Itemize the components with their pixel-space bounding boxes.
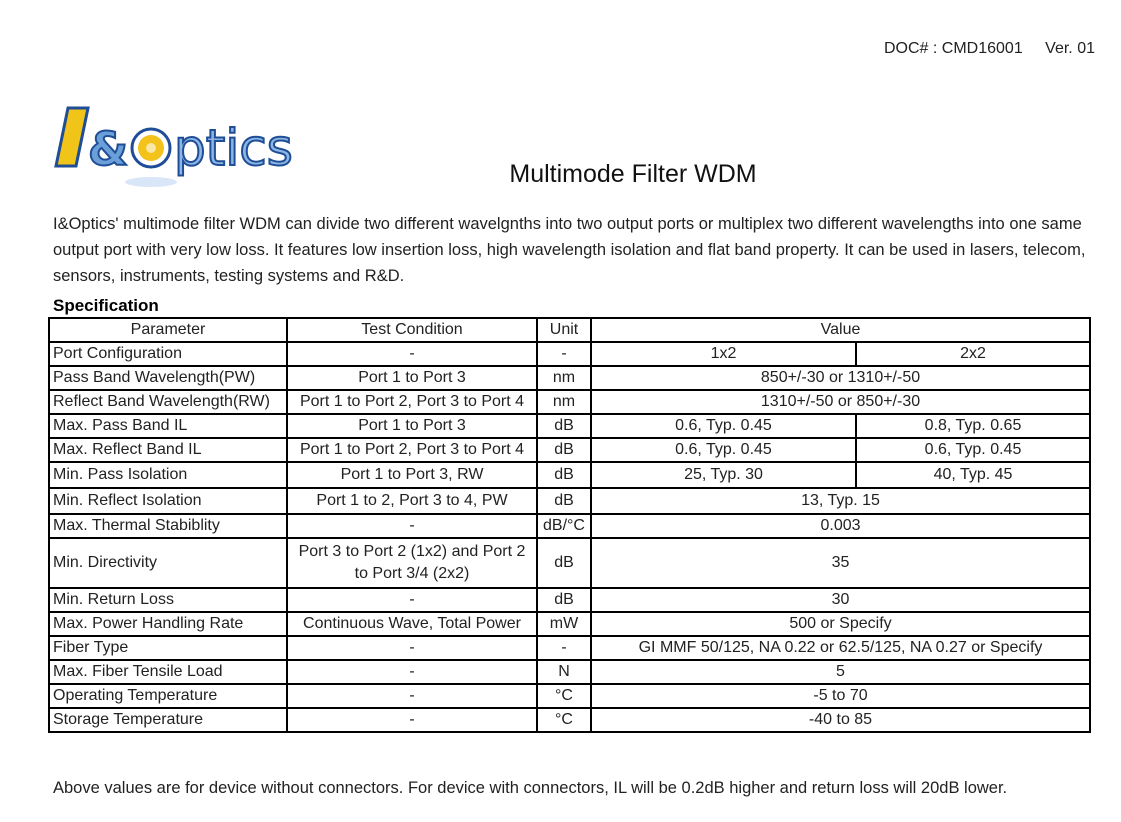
- unit-cell: -: [537, 342, 591, 366]
- value-cell: 30: [591, 588, 1090, 612]
- table-header-row: [49, 318, 1090, 342]
- condition-cell: -: [287, 342, 537, 366]
- param-cell: Fiber Type: [49, 636, 287, 660]
- condition-cell: Port 3 to Port 2 (1x2) and Port 2 to Port 3/4 (2x2): [287, 538, 537, 588]
- param-cell: Max. Thermal Stabiblity: [49, 514, 287, 538]
- value-cell-2x2: 0.8, Typ. 0.65: [856, 414, 1090, 438]
- table-row: [49, 708, 1090, 732]
- document-reference: [884, 40, 1095, 58]
- unit-cell: dB: [537, 488, 591, 514]
- condition-cell: Port 1 to Port 3: [287, 366, 537, 390]
- intro-paragraph: I&Optics' multimode filter WDM can divide two different wavelgnths into two output ports or multiplex two different wavelengths into one same output port with very low loss. It features low insertion loss, high wavelength isolation and flat band property. It can be used in lasers, telecom, sensors, instruments, testing systems and R&D.: [53, 215, 1086, 285]
- specification-table: [48, 317, 1091, 733]
- unit-cell: dB: [537, 588, 591, 612]
- value-cell-1x2: 25, Typ. 30: [591, 462, 856, 488]
- param-cell: Min. Reflect Isolation: [49, 488, 287, 514]
- unit-cell: -: [537, 636, 591, 660]
- table-row: [49, 390, 1090, 414]
- param-cell: Max. Reflect Band IL: [49, 438, 287, 462]
- svg-text:&: &: [88, 122, 129, 176]
- param-cell: Storage Temperature: [49, 708, 287, 732]
- doc-number: DOC# : CMD16001: [884, 40, 1023, 57]
- condition-cell: -: [287, 514, 537, 538]
- condition-cell: Continuous Wave, Total Power: [287, 612, 537, 636]
- table-row: [49, 538, 1090, 588]
- param-cell: Max. Power Handling Rate: [49, 612, 287, 636]
- condition-cell: -: [287, 708, 537, 732]
- value-cell-1x2: 0.6, Typ. 0.45: [591, 438, 856, 462]
- condition-cell: -: [287, 636, 537, 660]
- value-cell-2x2: 0.6, Typ. 0.45: [856, 438, 1090, 462]
- unit-cell: °C: [537, 708, 591, 732]
- condition-cell: Port 1 to 2, Port 3 to 4, PW: [287, 488, 537, 514]
- doc-version: Ver. 01: [1045, 40, 1095, 57]
- unit-cell: N: [537, 660, 591, 684]
- svg-text:ptics: ptics: [174, 119, 293, 177]
- param-cell: Pass Band Wavelength(PW): [49, 366, 287, 390]
- condition-cell: Port 1 to Port 2, Port 3 to Port 4: [287, 390, 537, 414]
- unit-cell: dB/°C: [537, 514, 591, 538]
- condition-cell: -: [287, 588, 537, 612]
- header-parameter: Parameter: [49, 318, 287, 342]
- condition-cell: Port 1 to Port 3, RW: [287, 462, 537, 488]
- param-cell: Min. Return Loss: [49, 588, 287, 612]
- param-cell: Min. Pass Isolation: [49, 462, 287, 488]
- condition-cell: Port 1 to Port 2, Port 3 to Port 4: [287, 438, 537, 462]
- condition-cell: -: [287, 660, 537, 684]
- unit-cell: nm: [537, 390, 591, 414]
- logo-slash: [56, 108, 88, 166]
- table-row: [49, 342, 1090, 366]
- value-cell-1x2: 0.6, Typ. 0.45: [591, 414, 856, 438]
- table-row: [49, 636, 1090, 660]
- param-cell: Max. Fiber Tensile Load: [49, 660, 287, 684]
- table-row: [49, 660, 1090, 684]
- value-cell-1x2: 1x2: [591, 342, 856, 366]
- param-cell: Reflect Band Wavelength(RW): [49, 390, 287, 414]
- param-cell: Operating Temperature: [49, 684, 287, 708]
- value-cell: 1310+/-50 or 850+/-30: [591, 390, 1090, 414]
- table-row: [49, 514, 1090, 538]
- value-cell: 35: [591, 538, 1090, 588]
- unit-cell: dB: [537, 538, 591, 588]
- unit-cell: mW: [537, 612, 591, 636]
- condition-cell: Port 1 to Port 3: [287, 414, 537, 438]
- value-cell-2x2: 40, Typ. 45: [856, 462, 1090, 488]
- value-cell: -5 to 70: [591, 684, 1090, 708]
- param-cell: Port Configuration: [49, 342, 287, 366]
- header-value: Value: [591, 318, 1090, 342]
- value-cell-2x2: 2x2: [856, 342, 1090, 366]
- table-row: [49, 414, 1090, 438]
- unit-cell: °C: [537, 684, 591, 708]
- value-cell: 850+/-30 or 1310+/-50: [591, 366, 1090, 390]
- table-row: [49, 588, 1090, 612]
- value-cell: -40 to 85: [591, 708, 1090, 732]
- value-cell: 0.003: [591, 514, 1090, 538]
- value-cell: 500 or Specify: [591, 612, 1090, 636]
- document-title: Multimode Filter WDM: [509, 160, 757, 188]
- param-cell: Min. Directivity: [49, 538, 287, 588]
- value-cell: GI MMF 50/125, NA 0.22 or 62.5/125, NA 0.27 or Specify: [591, 636, 1090, 660]
- table-row: [49, 438, 1090, 462]
- section-title-specification: Specification: [53, 296, 159, 315]
- table-row: [49, 366, 1090, 390]
- param-cell: Max. Pass Band IL: [49, 414, 287, 438]
- unit-cell: dB: [537, 414, 591, 438]
- unit-cell: dB: [537, 438, 591, 462]
- footnote: Above values are for device without connectors. For device with connectors, IL will be 0.2dB higher and return loss will 20dB lower.: [53, 779, 1008, 797]
- table-row: [49, 612, 1090, 636]
- header-unit: Unit: [537, 318, 591, 342]
- table-row: [49, 684, 1090, 708]
- value-cell: 5: [591, 660, 1090, 684]
- condition-cell: -: [287, 684, 537, 708]
- table-row: [49, 462, 1090, 488]
- header-test-condition: Test Condition: [287, 318, 537, 342]
- unit-cell: nm: [537, 366, 591, 390]
- value-cell: 13, Typ. 15: [591, 488, 1090, 514]
- unit-cell: dB: [537, 462, 591, 488]
- table-row: [49, 488, 1090, 514]
